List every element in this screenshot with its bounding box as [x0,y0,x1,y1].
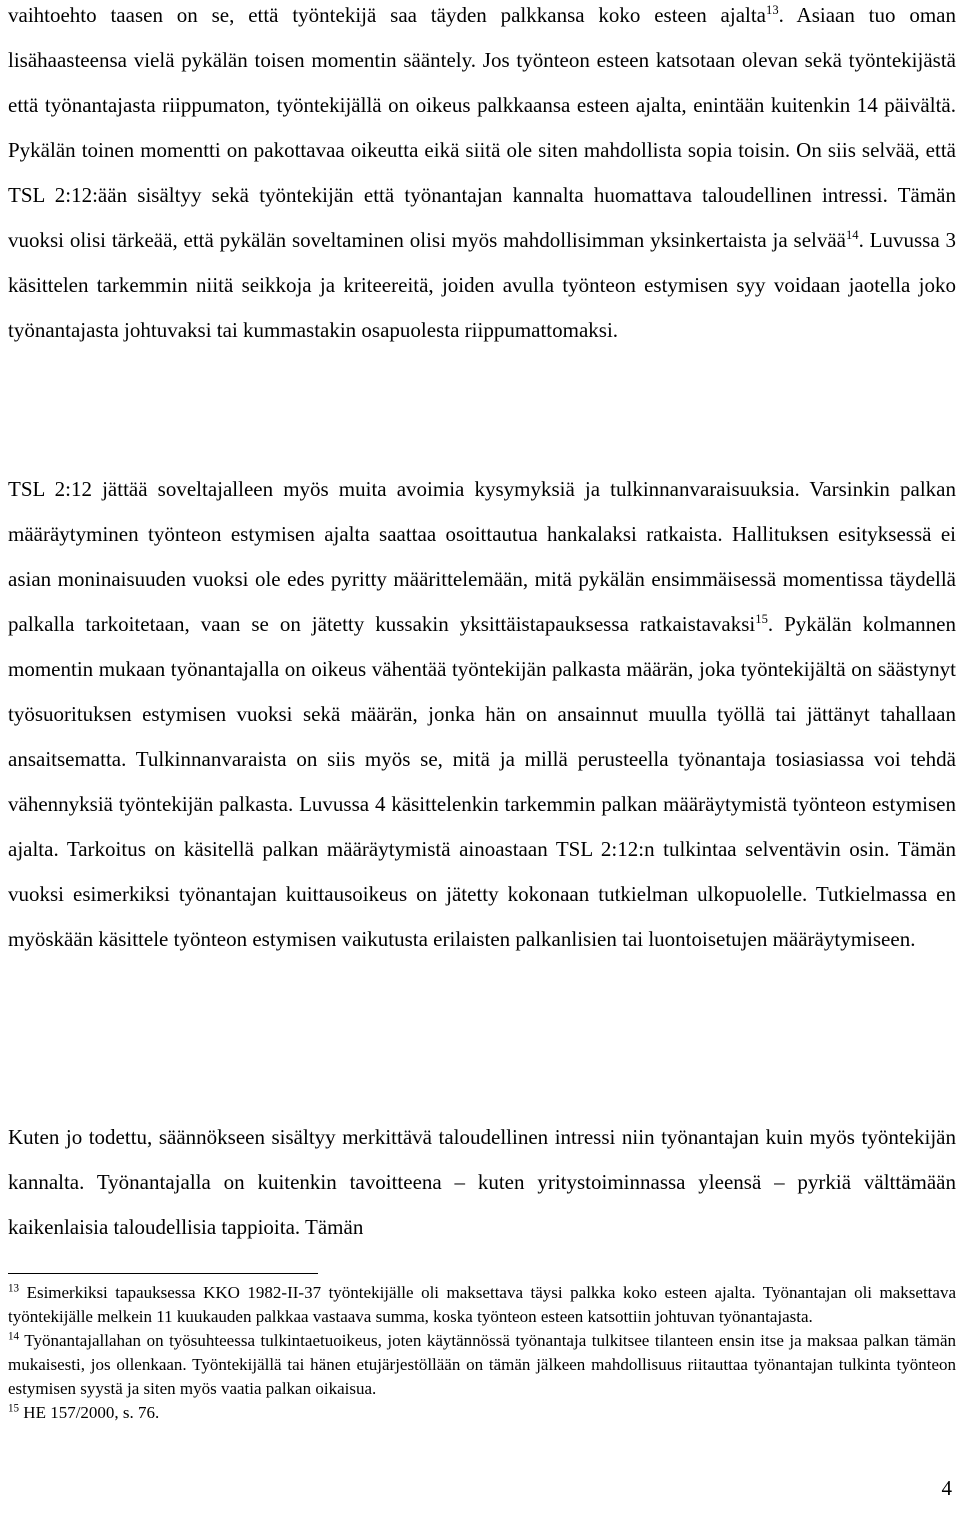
footnote-ref-14[interactable]: 14 [846,228,859,242]
footnote-15 [8,1401,956,1425]
footnote-text: HE 157/2000, s. 76. [19,1403,160,1422]
footnote-number: 14 [8,1330,20,1343]
footnote-ref-13[interactable]: 13 [766,3,779,17]
paragraph-text: . Pykälän kolmannen momentin mukaan työnantajalla on oikeus vähentää työntekijän palkasta määrän, joka työntekijältä on säästynyt työsuorituksen estymisen vuoksi sekä määrän, jonka hän on ansainnut muulla työllä tai jättänyt tahallaan ansaitsematta. Tulkinnanvaraista on siis myös se, mitä ja millä perusteella työnantaja tosiasiassa voi tehdä vähennyksiä työntekijän palkasta. Luvussa 4 käsittelenkin tarkemmin palkan määräytymistä työnteon estymisen ajalta. Tarkoitus on käsitellä palkan määräytymistä ainoastaan TSL 2:12:n tulkintaa selventävin osin. Tämän vuoksi esimerkiksi työnantajan kuittausoikeus on jätetty kokonaan tutkielman ulkopuolelle. Tutkielmassa en myöskään käsittele työnteon estymisen vaikutusta erilaisten palkanlisien tai luontoisetujen määräytymiseen. [8,612,957,951]
footnote-text: Esimerkiksi tapauksessa KKO 1982-II-37 työntekijälle oli maksettava täysi palkka koko esteen ajalta. Työnantajan oli maksettava työntekijälle melkein 11 kuukauden palkkaa vastaava summa, koska työnteon esteen katsottiin johtuvan työnantajasta. [8,1283,956,1326]
body-paragraph-2 [8,467,956,962]
footnote-14 [8,1329,956,1401]
paragraph-text: TSL 2:12 jättää soveltajalleen myös muita avoimia kysymyksiä ja tulkinnanvaraisuuksia. Varsinkin palkan määräytyminen työnteon estymisen ajalta saattaa osoittautua hankalaksi ratkaista. Hallituksen esityksessä ei asian moninaisuuden vuoksi ole edes pyritty määrittelemään, mitä pykälän ensimmäisessä momentissa täydellä palkalla tarkoitetaan, vaan se on jätetty kussakin yksittäistapauksessa ratkaistavaksi [8,477,956,636]
page-number: 4 [941,1476,952,1500]
footnote-number: 13 [8,1282,20,1295]
footnote-ref-15[interactable]: 15 [755,612,768,626]
paragraph-text: Kuten jo todettu, säännökseen sisältyy merkittävä taloudellinen intressi niin työnantajan kuin myös työntekijän kannalta. Työnantajalla on kuitenkin tavoitteena – kuten yritystoiminnassa yleensä – pyrkiä välttämään kaikenlaisia taloudellisia tappioita. Tämän [8,1125,956,1239]
paragraph-text: vaihtoehto taasen on se, että työntekijä saa täyden palkkansa koko esteen ajalta [8,3,767,27]
body-paragraph-1 [8,0,956,353]
footnote-text: Työnantajallahan on työsuhteessa tulkintaetuoikeus, joten käytännössä työnantaja tulkitsee tilanteen ensin itse ja maksaa palkan tämän mukaisesti, jos ollenkaan. Työntekijällä tai hänen etujärjestöllään on tämän jälkeen mahdollisuus riitauttaa työnantajan tulkinta työnteon estymisen syystä ja siten myös vaatia palkan oikaisua. [8,1331,956,1398]
paragraph-text: . Asiaan tuo oman lisähaasteensa vielä pykälän toisen momentin sääntely. Jos työnteon esteen katsotaan olevan sekä työntekijästä että työnantajasta riippumaton, työntekijällä on oikeus palkkaansa esteen ajalta, enintään kuitenkin 14 päivältä. Pykälän toinen momentti on pakottavaa oikeutta eikä siitä ole siten mahdollista sopia toisin. On siis selvää, että TSL 2:12:ään sisältyy sekä työntekijän että työnantajan kannalta huomattava taloudellinen intressi. Tämän vuoksi olisi tärkeää, että pykälän soveltaminen olisi myös mahdollisimman yksinkertaista ja selvää [8,3,957,252]
body-paragraph-3 [8,1115,956,1250]
footnote-separator [8,1273,318,1274]
footnotes-section [8,1281,956,1425]
paragraph-text: . Luvussa 3 käsittelen tarkemmin niitä seikkoja ja kriteereitä, joiden avulla työnteon estymisen syy voidaan jaotella joko työnantajasta johtuvaksi tai kummastakin osapuolesta riippumattomaksi. [8,228,956,342]
footnote-13 [8,1281,956,1329]
footnote-number: 15 [8,1402,20,1415]
